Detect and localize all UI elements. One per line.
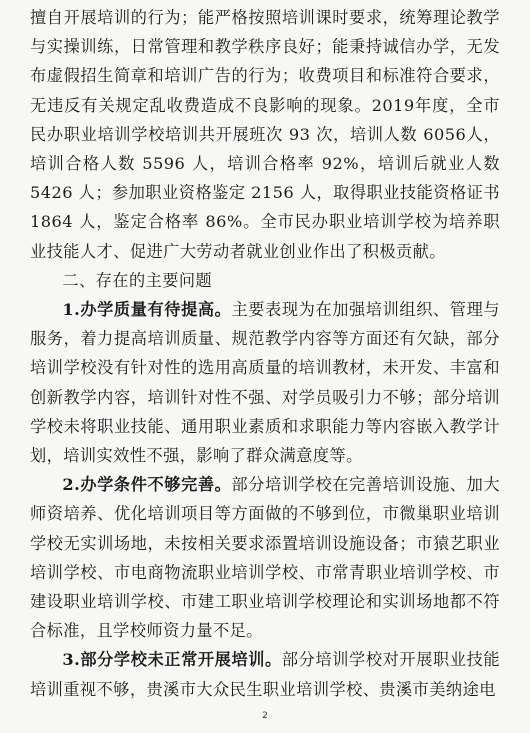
item-2-paragraph — [30, 470, 500, 645]
item-1-body: 主要表现为在加强培训组织、管理与服务，着力提高培训质量、规范教学内容等方面还有欠缺，部分培训学校没有针对性的选用高质量的培训教材，未开发、丰富和创新教学内容，培训针对性不强、对学员吸引力不够；部分培训学校未将职业技能、通用职业素质和求职能力等内容嵌入教学计划，培训实效性不强，影响了群众满意度等。 — [30, 300, 500, 466]
item-1-paragraph — [30, 295, 500, 470]
item-2-lead: 2.办学条件不够完善。 — [62, 475, 232, 495]
item-3-lead: 3.部分学校未正常开展培训。 — [62, 650, 282, 670]
item-3-paragraph — [30, 645, 500, 703]
page-number: 2 — [262, 711, 268, 721]
intro-paragraph: 擅自开展培训的行为；能严格按照培训课时要求，统筹理论教学与实操训练，日常管理和教学秩序良好；能秉持诚信办学，无发布虚假招生简章和培训广告的行为；收费项目和标准符合要求，无违反有关规定乱收费造成不良影响的现象。2019年度，全市民办职业培训学校培训共开展班次 93 次，培训人数 6056人，培训合格人数 5596 人，培训合格率 92%，培训后就业人数 5426 人；参加职业资格鉴定 2156 人，取得职业技能资格证书 1864 人，鉴定合格率 86%。全市民办职业培训学校为培养职业技能人才、促进广大劳动者就业创业作出了积极贡献。 — [30, 8, 500, 261]
item-1-lead: 1.办学质量有待提高。 — [62, 300, 232, 320]
item-3-body: 部分培训学校对开展职业技能培训重视不够，贵溪市大众民生职业培训学校、贵溪市美纳途电 — [30, 650, 500, 699]
section-heading: 二、存在的主要问题 — [62, 270, 213, 290]
item-2-body: 部分培训学校在完善培训设施、加大师资培养、优化培训项目等方面做的不够到位，市微巢职业培训学校无实训场地，未按相关要求添置培训设施设备；市猿艺职业培训学校、市电商物流职业培训学校、市常青职业培训学校、市建设职业培训学校、市建工职业培训学校理论和实训场地都不符合标准，且学校师资力量不足。 — [30, 475, 500, 641]
